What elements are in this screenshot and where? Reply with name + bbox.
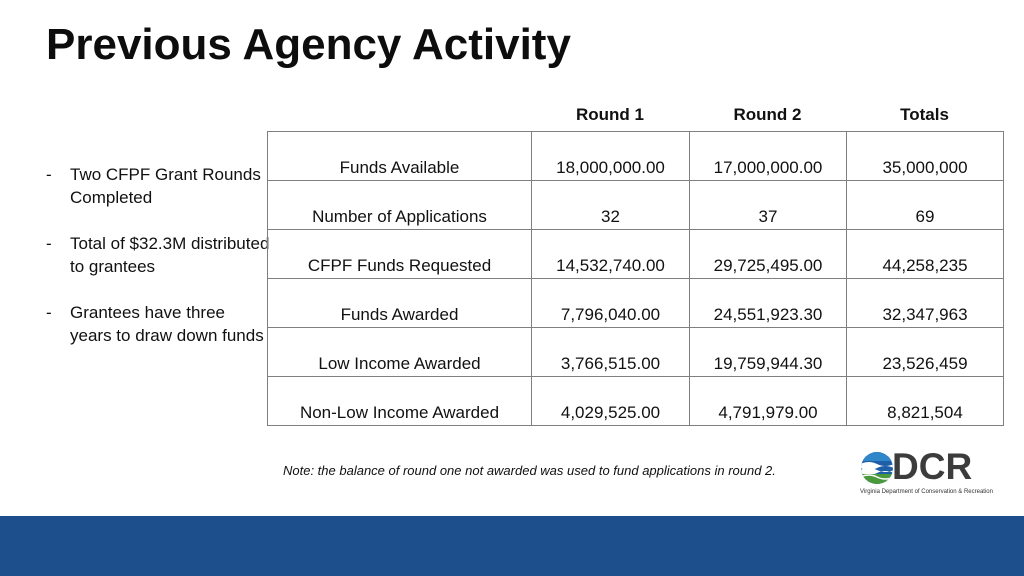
cell-total: 8,821,504 — [847, 377, 1004, 426]
bullet-marker: - — [46, 234, 52, 253]
cell-round-2: 29,725,495.00 — [690, 230, 847, 279]
cell-round-1: 18,000,000.00 — [532, 132, 690, 181]
cell-total: 69 — [847, 181, 1004, 230]
cell-total: 44,258,235 — [847, 230, 1004, 279]
bullet-item — [46, 163, 271, 209]
row-label: Funds Available — [268, 132, 532, 181]
cell-round-2: 17,000,000.00 — [690, 132, 847, 181]
cell-round-2: 24,551,923.30 — [690, 279, 847, 328]
bullet-marker: - — [46, 165, 52, 184]
table-row — [268, 377, 1004, 426]
cell-round-1: 4,029,525.00 — [532, 377, 690, 426]
bullet-list — [46, 163, 271, 370]
cell-round-2: 4,791,979.00 — [690, 377, 847, 426]
column-header-round-2: Round 2 — [733, 105, 802, 124]
bullet-item — [46, 232, 271, 278]
column-header-round-1: Round 1 — [576, 105, 644, 124]
cell-round-1: 32 — [532, 181, 690, 230]
table-row — [268, 132, 1004, 181]
table-row — [268, 328, 1004, 377]
row-label: Non-Low Income Awarded — [268, 377, 532, 426]
bullet-text: Total of $32.3M distributed to grantees — [70, 234, 270, 276]
bullet-text: Grantees have three years to draw down funds — [70, 303, 264, 345]
cell-round-2: 19,759,944.30 — [690, 328, 847, 377]
table-row — [268, 279, 1004, 328]
cell-round-1: 14,532,740.00 — [532, 230, 690, 279]
row-label: Number of Applications — [268, 181, 532, 230]
table-row — [268, 230, 1004, 279]
cell-total: 32,347,963 — [847, 279, 1004, 328]
funding-table — [267, 131, 1004, 426]
cell-total: 23,526,459 — [847, 328, 1004, 377]
dcr-logo-wordmark: DCR — [892, 446, 973, 487]
dcr-logo — [858, 446, 993, 501]
bullet-marker: - — [46, 303, 52, 322]
column-header-totals: Totals — [900, 105, 949, 124]
dcr-globe-icon — [860, 451, 894, 485]
row-label: CFPF Funds Requested — [268, 230, 532, 279]
table-row — [268, 181, 1004, 230]
footer-bar — [0, 516, 1024, 576]
page-title: Previous Agency Activity — [46, 20, 571, 69]
cell-round-1: 3,766,515.00 — [532, 328, 690, 377]
cell-round-2: 37 — [690, 181, 847, 230]
dcr-logo-subtitle: Virginia Department of Conservation & Recreation — [860, 489, 993, 495]
row-label: Low Income Awarded — [268, 328, 532, 377]
row-label: Funds Awarded — [268, 279, 532, 328]
cell-total: 35,000,000 — [847, 132, 1004, 181]
cell-round-1: 7,796,040.00 — [532, 279, 690, 328]
bullet-text: Two CFPF Grant Rounds Completed — [70, 165, 261, 207]
table-note: Note: the balance of round one not awarded was used to fund applications in round 2. — [283, 463, 776, 478]
bullet-item — [46, 301, 271, 347]
